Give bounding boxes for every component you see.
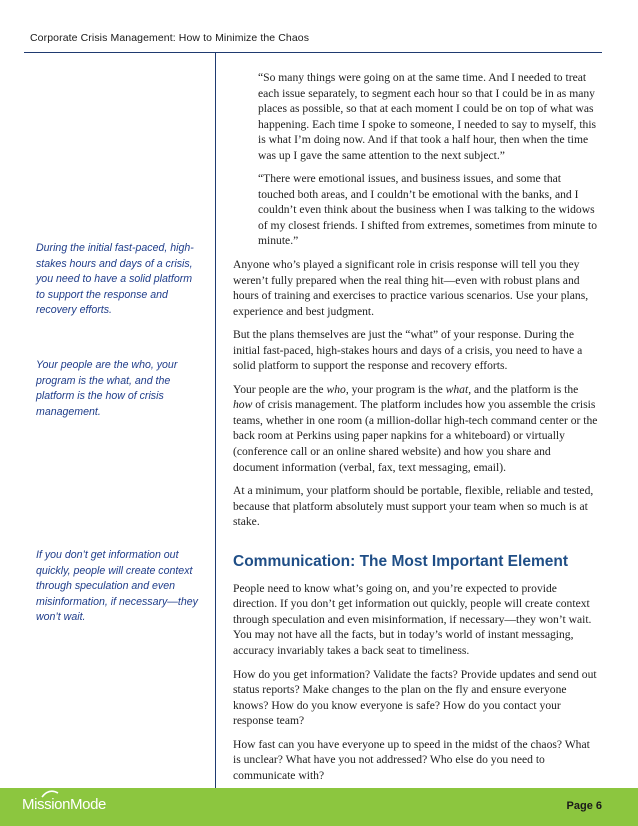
text-run: Your people are the <box>233 382 327 396</box>
sidebar-callout-information: If you don’t get information out quickly, people will create context through speculation and even misinformation, if necessary—they won’t wait. <box>36 549 198 624</box>
text-run: of crisis management. The platform includes how you assemble the crisis teams, whether in one room (a million-dollar high-tech command center or the back room at Perkins using paper napkins for a whiteboard) or virtually (conference call or an online shared website) and how you share and document information (verbal, fax, text messaging, email). <box>233 398 598 474</box>
body-paragraph: People need to know what’s going on, and you’re expected to provide direction. If you don’t get information out quickly, people will create context through speculation and even misinformation, if necessary—they won’t wait. You may not have all the facts, but in today’s world of instant messaging, accuracy invariably takes a back seat to timeliness. <box>233 581 592 657</box>
page-number: Page 6 <box>566 800 602 812</box>
body-paragraph <box>233 382 599 475</box>
footer-bar <box>0 788 638 826</box>
header-divider <box>24 52 602 53</box>
text-run: , your program is the <box>345 382 446 396</box>
running-header: Corporate Crisis Management: How to Minimize the Chaos <box>30 32 310 44</box>
body-paragraph: At a minimum, your platform should be portable, flexible, reliable and tested, because that platform absolutely must support your team when so much is at stake. <box>233 484 594 529</box>
body-paragraph: But the plans themselves are just the “what” of your response. During the initial fast-paced, high-stakes hours and days of a crisis, you need to have a solid platform to support the response and recovery efforts. <box>233 328 583 373</box>
body-paragraph: Anyone who’s played a significant role in crisis response will tell you they weren’t fully prepared when the real thing hit—even with robust plans and hours of training and exercises to practice various scenarios. Use your plans, experience and best judgment. <box>233 258 589 318</box>
emphasis-who: who <box>326 382 346 396</box>
section-heading: Communication: The Most Important Element <box>233 552 568 570</box>
missionmode-logo <box>22 796 106 813</box>
text-run: , and the platform is the <box>468 382 579 396</box>
quote-paragraph: “There were emotional issues, and business issues, and some that touched both areas, and I couldn’t be emotional with the banks, and I couldn’t even think about the business when I was talking to the widows of my closest friends. I shifted from extremes, sometimes from minute to minute.” <box>258 172 598 248</box>
emphasis-how: how <box>233 398 253 412</box>
body-paragraph: How fast can you have everyone up to speed in the midst of the chaos? What is unclear? What have you not addressed? Who else do you need to communicate with? <box>233 737 590 782</box>
logo-swoosh-icon <box>41 790 59 798</box>
column-divider <box>215 52 216 788</box>
emphasis-what: what <box>445 382 469 396</box>
body-paragraph: How do you get information? Validate the facts? Provide updates and send out status reports? Make changes to the plan on the fly and ensure everyone knows? How do you know everyone is safe? How do you contact your response team? <box>233 667 597 728</box>
sidebar-callout-platform: During the initial fast-paced, high-stakes hours and days of a crisis, you need to have a solid platform to support the response and recovery efforts. <box>36 242 194 317</box>
main-column <box>233 70 599 791</box>
sidebar-callout-who-what-how: Your people are the who, your program is the what, and the platform is the how of crisis management. <box>36 359 178 418</box>
quote-paragraph: “So many things were going on at the same time. And I needed to treat each issue separately, to segment each hour so that I could be in as many places as possible, so that at each moment I could be on top of what was happening. Each time I spoke to someone, I needed to say to myself, this is what I’m doing now. And if that took a half hour, then when the time was up I gave the same attention to the next subject.” <box>258 71 597 162</box>
logo-text: MissionMode <box>22 796 106 813</box>
